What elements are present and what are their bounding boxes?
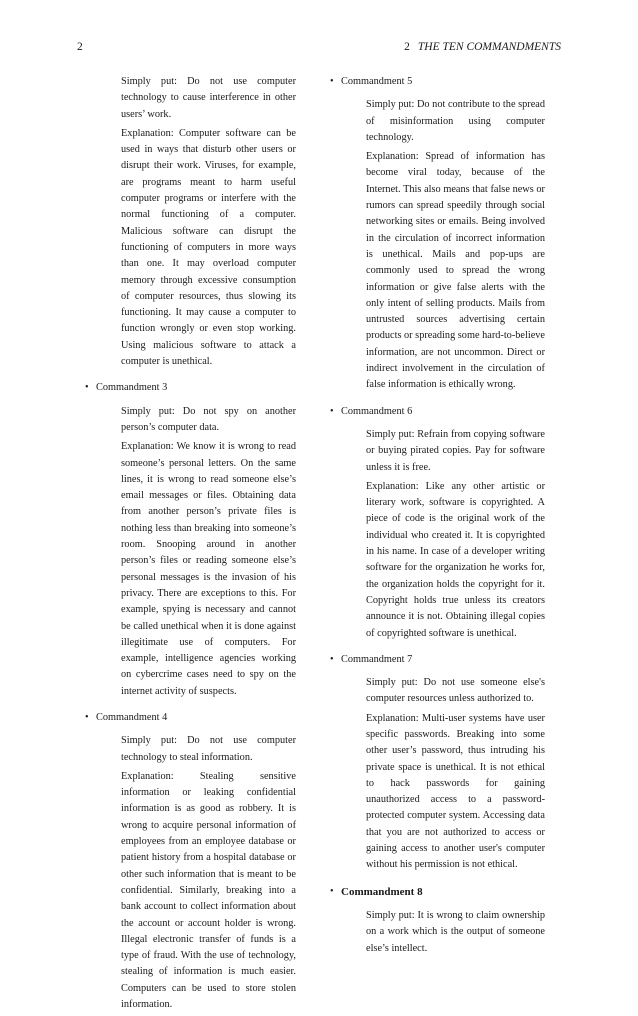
simply-put-text: Simply put: It is wrong to claim ownership on a work which is the output of someone else’s intellect. <box>366 909 545 954</box>
section-title: THE TEN COMMANDMENTS <box>417 41 561 53</box>
explanation-text: Explanation: Spread of information has become viral today, because of the Internet. This also means that false news or rumors can spread speedily through social networking sites or emails. Being involved in the circulation of incorrect information is unethical. Mails and pop-ups are commonly used to spread the wrong information or give false alerts with the only intent of selling products. Mails from untrusted sources advertising certain products or spreading some hard-to-believe information, are not uncommon. Direct or indirect involvement in the circulation of false information is ethically wrong. <box>366 151 545 391</box>
explanation-text: Explanation: Computer software can be used in ways that disturb other users or disrupt their work. Viruses, for example, are programs meant to harm useful computer programs or interfere with the normal functioning of a computer. Malicious software can disrupt the functioning of computers in more ways than one. It may overload computer memory through excessive consumption of computer resources, thus slowing its functioning. It may cause a computer to function wrongly or even stop working. Using malicious software to attack a computer is unethical. <box>121 127 296 368</box>
commandment-label: Commandment 3 <box>96 382 168 394</box>
left-column <box>85 74 296 1016</box>
bullet-icon: • <box>85 711 89 723</box>
commandment-6 <box>330 404 545 642</box>
simply-put-text: Simply put: Do not use computer technology to cause interference in other users’ work. <box>121 76 296 120</box>
explanation-text: Explanation: Like any other artistic or literary work, software is copyrighted. A piece of code is the original work of the individual who created it. It is copyrighted in his name. In case of a developer writing software for the organization he works for, the organization holds the copyright for it. Copyright holds true unless its creators announce it is not. Obtaining illegal copies of copyrighted software is unethical. <box>366 480 545 639</box>
simply-put-text: Simply put: Do not spy on another person’s computer data. <box>121 405 296 433</box>
bullet-icon: • <box>330 885 334 897</box>
commandment-label: Commandment 8 <box>341 885 423 898</box>
bullet-icon: • <box>85 382 89 394</box>
right-column <box>330 74 545 960</box>
commandment-label: Commandment 5 <box>341 76 413 87</box>
bullet-icon: • <box>330 653 334 665</box>
commandment-8 <box>330 884 545 957</box>
commandment-label: Commandment 6 <box>341 405 413 417</box>
simply-put-text: Simply put: Refrain from copying software or buying pirated copies. Pay for software unless it is free. <box>366 428 545 473</box>
running-header <box>404 41 561 53</box>
commandment-7 <box>330 652 545 874</box>
simply-put-text: Simply put: Do not contribute to the spread of misinformation using computer technology. <box>366 99 545 143</box>
simply-put-text: Simply put: Do not use someone else's computer resources unless authorized to. <box>366 677 545 705</box>
simply-put-text: Simply put: Do not use computer technology to steal information. <box>121 735 296 763</box>
commandment-2-continued <box>121 74 296 370</box>
section-number: 2 <box>404 41 410 53</box>
bullet-icon: • <box>330 76 334 87</box>
bullet-icon: • <box>330 405 334 417</box>
commandment-label: Commandment 7 <box>341 653 413 665</box>
explanation-text: Explanation: Stealing sensitive information or leaking confidential information is as good as robbery. It is wrong to acquire personal information of employees from an employee database or patient history from a hospital database or other such information that is meant to be confidential. Similarly, breaking into a bank account to collect information about the account or account holder is wrong. Illegal electronic transfer of funds is a type of fraud. With the use of technology, stealing of information is much easier. Computers can be used to store stolen information. <box>121 770 296 1011</box>
commandment-label: Commandment 4 <box>96 711 168 723</box>
explanation-text: Explanation: We know it is wrong to read someone’s personal letters. On the same lines, it is wrong to read someone else’s email messages or files. Obtaining data from another person’s private files is nothing less than breaking into someone’s room. Snooping around in another person’s files or reading someone else’s personal messages is the invasion of his privacy. There are exceptions to this. For example, spying is necessary and cannot be called unethical when it is done against illegitimate use of computers. For example, intelligence agencies working on cybercrime cases need to spy on the internet activity of suspects. <box>121 441 296 697</box>
page-number: 2 <box>77 41 83 53</box>
commandment-4 <box>85 710 296 1013</box>
commandment-3 <box>85 380 296 700</box>
commandment-5 <box>330 74 545 394</box>
explanation-text: Explanation: Multi-user systems have user specific passwords. Breaking into some other user’s password, thus intruding his private space is unethical. It is not ethical to hack passwords for gaining unauthorized access to a password-protected computer system. Accessing data that you are not authorized to access or gaining access to another user's computer without his permission is not ethical. <box>366 712 545 871</box>
